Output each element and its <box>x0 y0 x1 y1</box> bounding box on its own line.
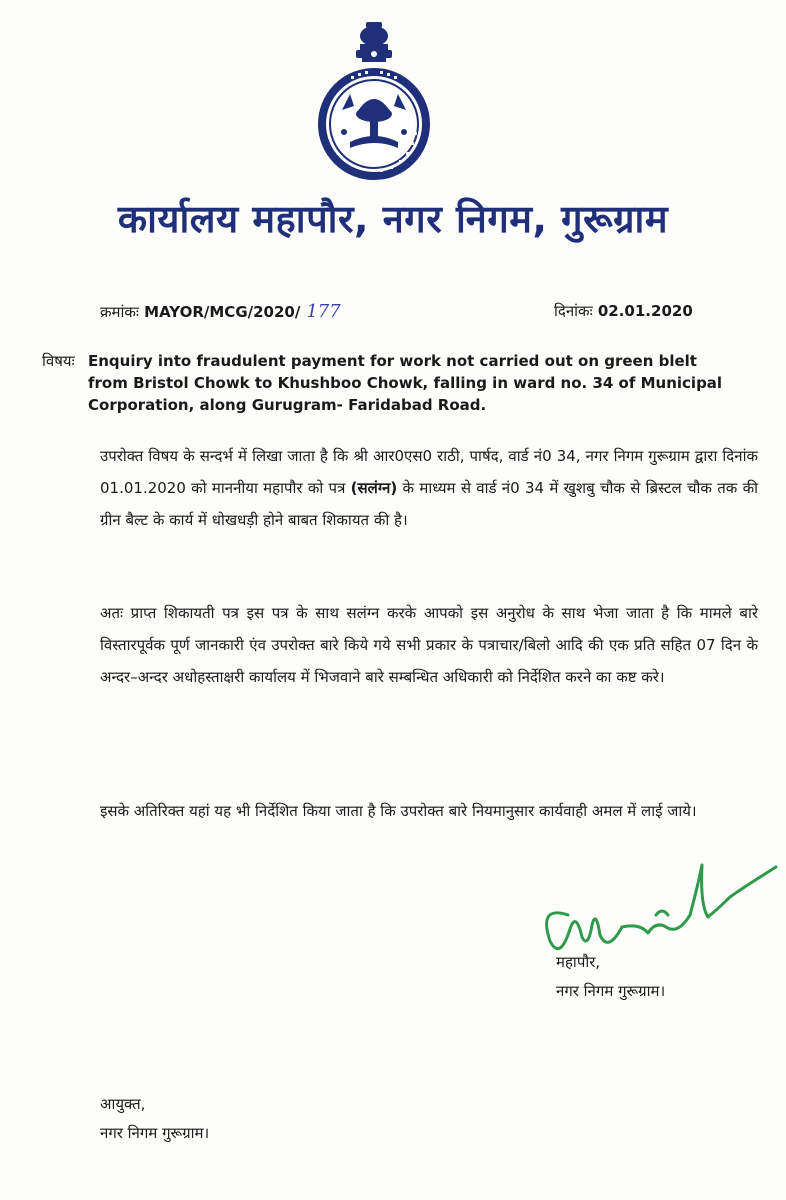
signatory-designation: महापौर, <box>556 953 601 971</box>
date-value: 02.01.2020 <box>597 302 693 320</box>
reference-code: MAYOR/MCG/2020/ <box>144 303 301 321</box>
body-paragraph-2: अतः प्राप्त शिकायती पत्र इस पत्र के साथ सलंग्न करके आपको इस अनुरोध के साथ भेजा जाता है कि मामले बारे विस्तारपूर्वक पूर्ण जानकारी एंव उपरोक्त बारे किये गये सभी प्रकार के पत्राचार/बिलो आदि की एक प्रति सहित 07 दिन के अन्दर–अन्दर अधोहस्ताक्षरी कार्यालय में भिजवाने बारे सम्बन्धित अधिकारी को निर्देशित करने का कष्ट करे। <box>100 604 758 686</box>
paragraph-1-bold: (सलंग्न) <box>350 479 398 497</box>
subject-label: विषयः <box>42 352 75 370</box>
office-heading: कार्यालय महापौर, नगर निगम, गुरूग्राम <box>117 197 669 241</box>
body-paragraph-1 <box>100 440 758 536</box>
reference-date <box>554 301 693 321</box>
date-label: दिनांकः <box>554 302 593 320</box>
addressee-designation: आयुक्त, <box>100 1095 146 1113</box>
addressee-block <box>100 1090 209 1148</box>
addressee-office: नगर निगम गुरूग्राम। <box>100 1124 210 1142</box>
signatory-block <box>556 948 665 1006</box>
reference-label: क्रमांकः <box>100 303 139 321</box>
reference-number <box>100 301 341 322</box>
signatory-office: नगर निगम गुरूग्राम। <box>556 982 666 1000</box>
paragraph-1-text-b: के माध्यम से वार्ड नं0 34 में खुशबु चौक से ब्रिस्टल चौक तक की ग्रीन बैल्ट के कार्य में धोखधड़ी होने बाबत शिकायत की है। <box>100 479 758 529</box>
subject-text: Enquiry into fraudulent payment for work not carried out on green blelt from Bristol Chowk to Khushboo Chowk, falling in ward no. 34 of Municipal Corporation, along Gurugram- Faridabad Road. <box>88 352 723 414</box>
haryana-govt-emblem-icon <box>314 14 434 184</box>
paragraph-1-text-a: उपरोक्त विषय के सन्दर्भ में लिखा जाता है कि श्री आर0एस0 राठी, पार्षद, वार्ड नं0 34, नगर निगम गुरूग्राम द्वारा दिनांक 01.01.2020 को माननीया महापौर को पत्र <box>100 447 758 497</box>
handwritten-number: 177 <box>306 301 341 322</box>
body-paragraph-3: इसके अतिरिक्त यहां यह भी निर्देशित किया जाता है कि उपरोक्त बारे नियमानुसार कार्यवाही अमल में लाई जाये। <box>100 802 697 820</box>
subject-block <box>42 350 742 416</box>
